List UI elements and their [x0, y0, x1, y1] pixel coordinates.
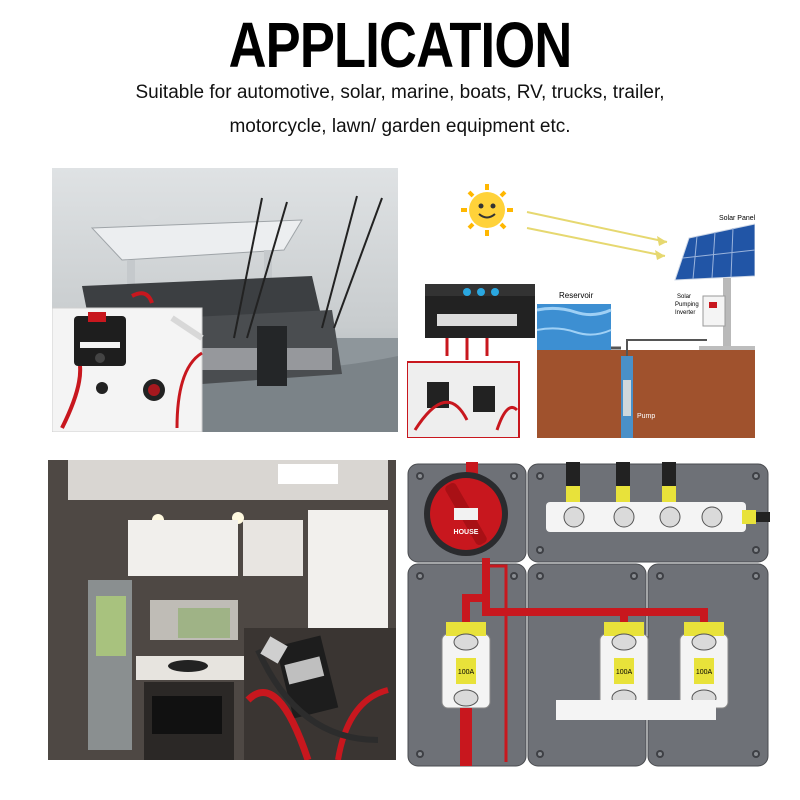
reservoir-label: Reservoir — [559, 291, 594, 300]
pump-label: Pump — [637, 413, 656, 420]
fuse-rating-label: 100A — [457, 669, 475, 676]
page-title: APPLICATION — [228, 9, 572, 81]
battery-switch-label: HOUSE — [453, 529, 479, 536]
inverter-label-line-2: Pumping — [675, 302, 699, 308]
fuse-rating-label: 100A — [615, 669, 633, 676]
battery-switch-fuse-panel-diagram — [406, 462, 770, 768]
rv-interior-photo — [48, 460, 396, 760]
solar-application-diagram — [407, 180, 755, 438]
inverter-label-line-3: Inverter — [675, 310, 696, 316]
boat-application-photo — [52, 168, 398, 432]
solar-panel-label: Solar Panel — [719, 215, 755, 222]
sun-icon — [461, 184, 513, 236]
fuse-rating-label: 100A — [695, 669, 713, 676]
inverter-label-line-1: Solar — [677, 294, 692, 300]
subtitle-line-2: motorcycle, lawn/ garden equipment etc. — [229, 116, 571, 137]
subtitle-line-1: Suitable for automotive, solar, marine, boats, RV, trucks, trailer, — [135, 82, 665, 103]
